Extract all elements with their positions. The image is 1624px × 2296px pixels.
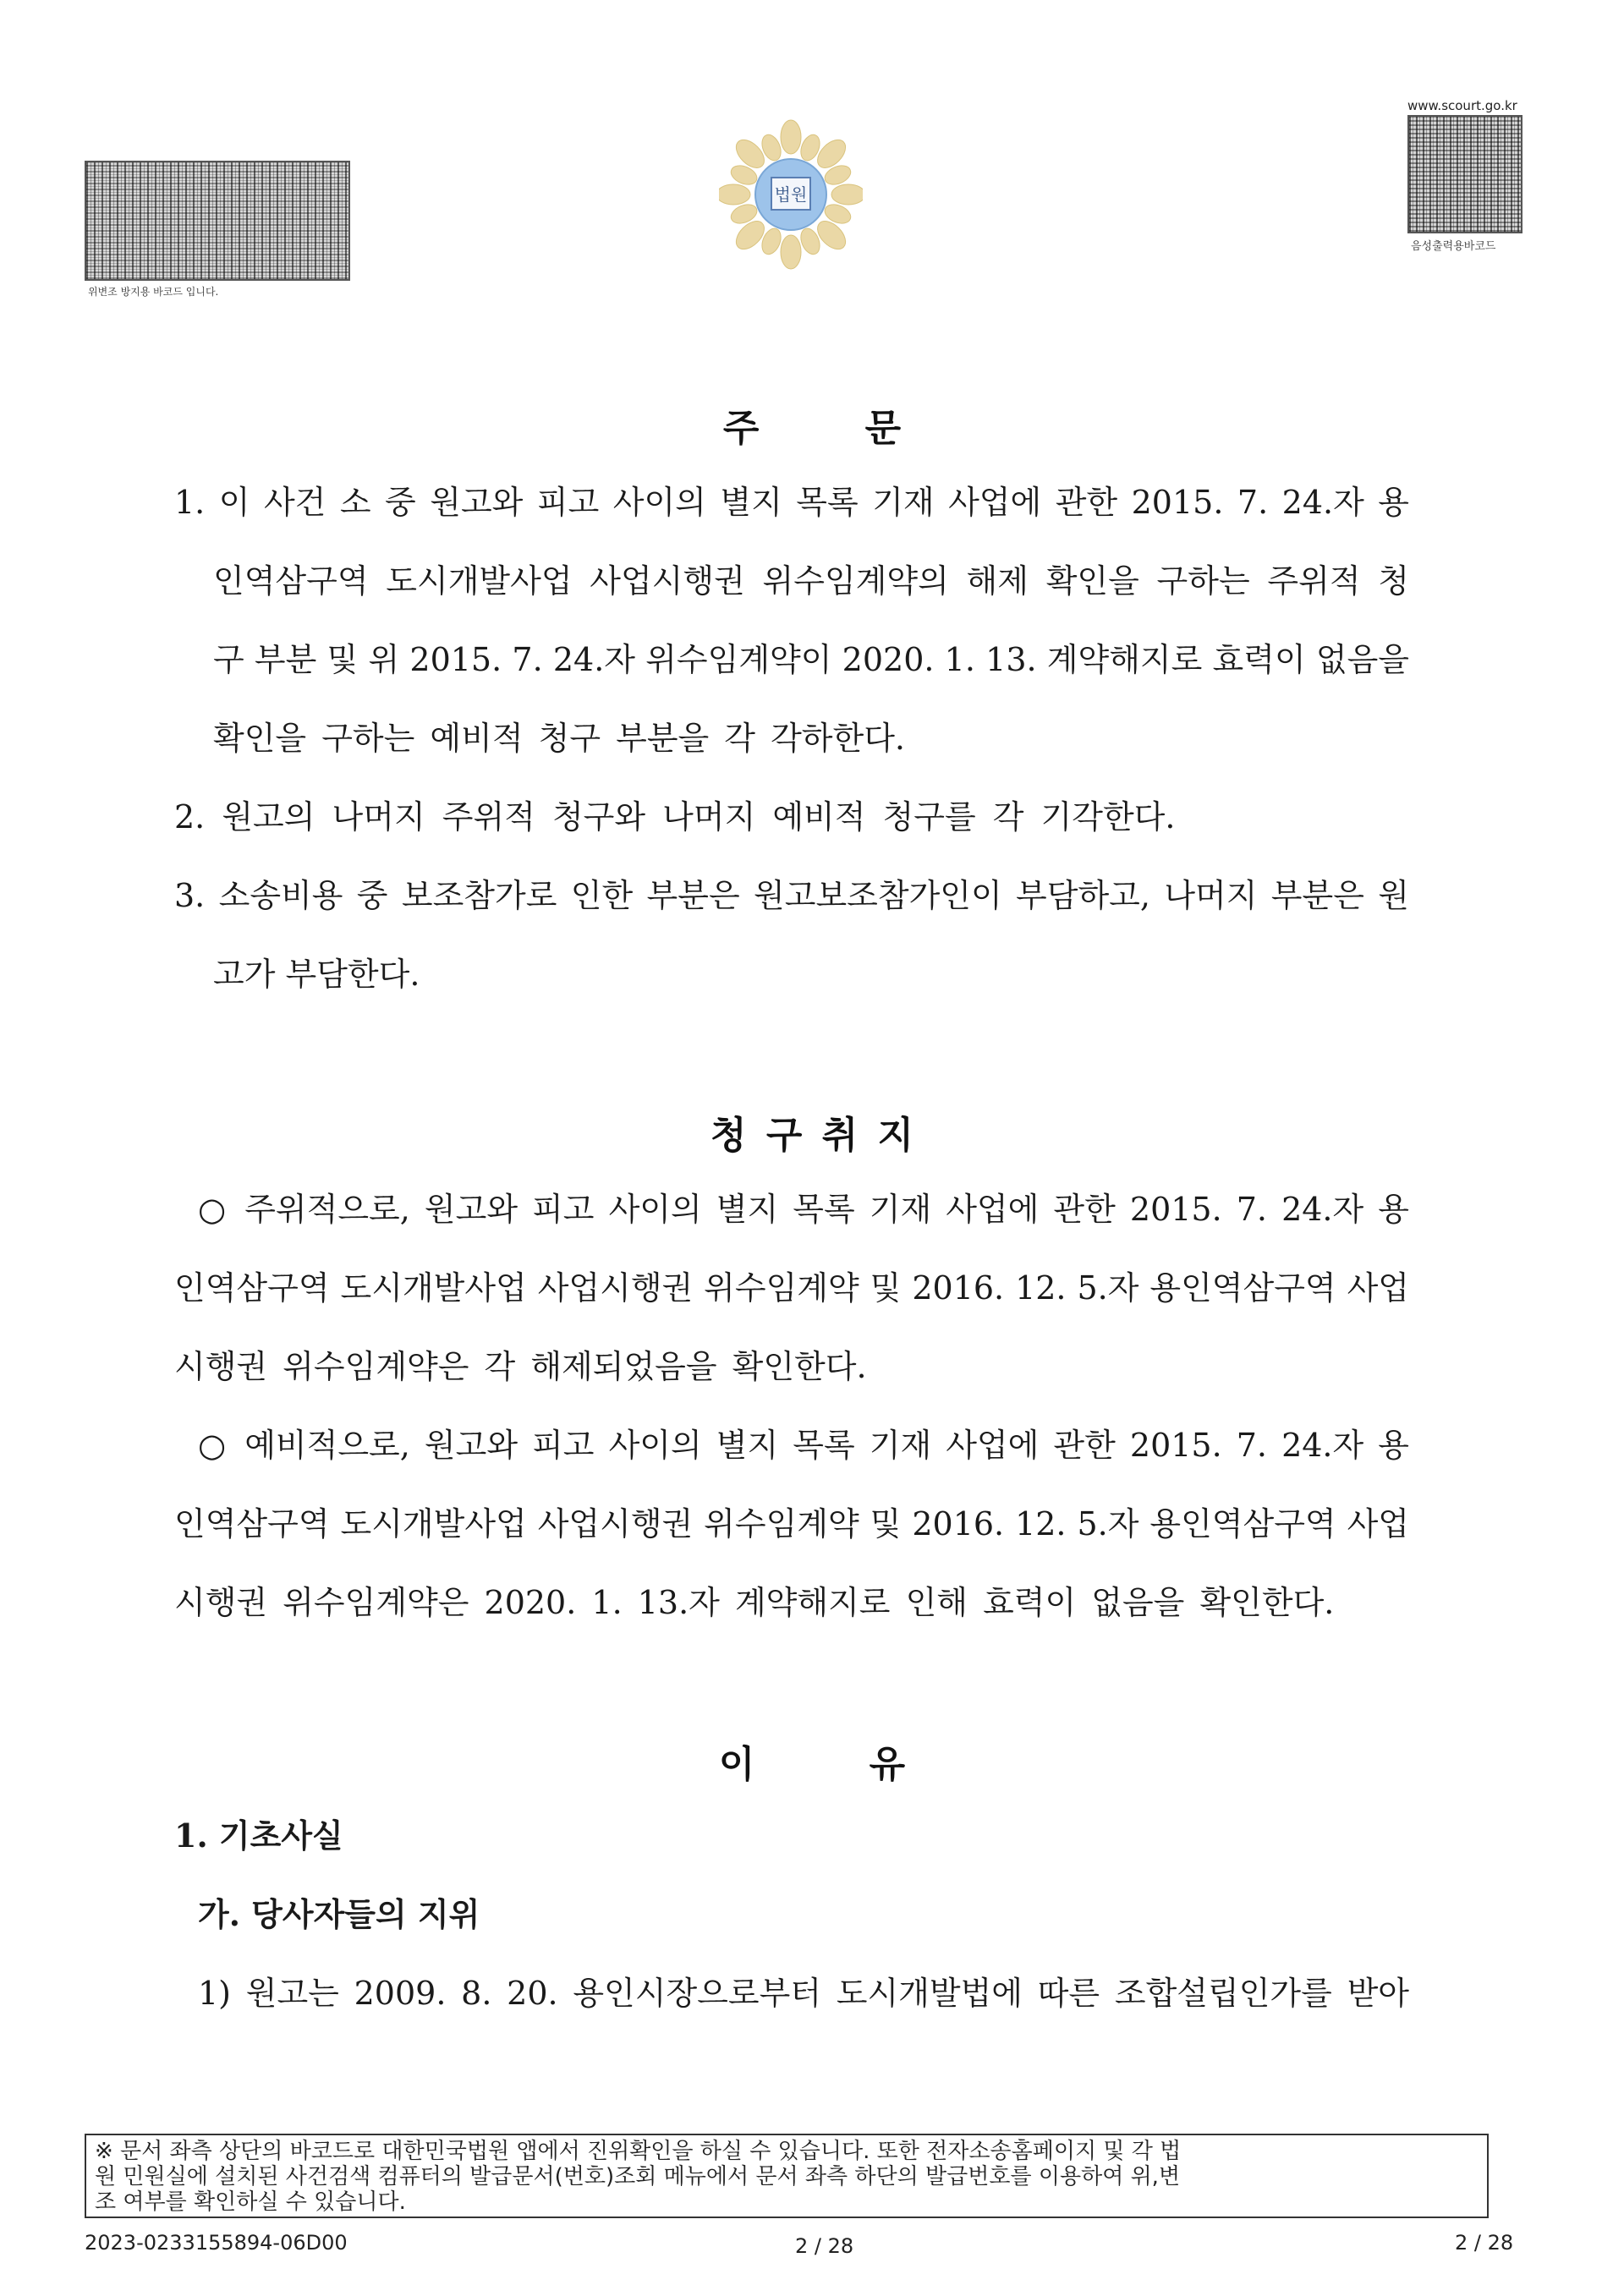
claims-line-3: 시행권 위수임계약은 각 해제되었음을 확인한다. [174,1348,867,1385]
order-item-3-line-2: 고가 부담한다. [213,956,420,993]
order-item-1-line-4: 확인을 구하는 예비적 청구 부분을 각 각하한다. [213,720,906,757]
claims-line-5: 인역삼구역 도시개발사업 사업시행권 위수임계약 및 2016. 12. 5.자 용인역삼구역 사업 [174,1505,1409,1543]
verification-notice-line-3: 조 여부를 확인하실 수 있습니다. [95,2189,406,2215]
anti-forgery-barcode-caption: 위변조 방지용 바코드 입니다. [88,286,219,298]
reasons-title [0,1734,1624,1788]
order-title-text: 주 문 [722,407,902,450]
verification-notice-line-2: 원 민원실에 설치된 사건검색 컴퓨터의 발급문서(번호)조회 메뉴에서 문서 좌측 하단의 발급번호를 이용하여 위,변 [95,2164,1181,2189]
voice-output-barcode-caption: 음성출력용바코드 [1411,240,1496,253]
page-number-right: 2 / 28 [1455,2231,1514,2255]
reasons-title-text: 이 유 [718,1743,906,1786]
claims-title-text: 청 구 취 지 [710,1114,914,1157]
order-title [0,397,1624,452]
claims-line-2: 인역삼구역 도시개발사업 사업시행권 위수임계약 및 2016. 12. 5.자 용인역삼구역 사업 [174,1269,1409,1307]
page-number-center: 2 / 28 [795,2234,854,2258]
reasons-line-1: 1) 원고는 2009. 8. 20. 용인시장으로부터 도시개발법에 따른 조합설립인가를 받아 [198,1975,1409,2012]
order-item-2-line-1: 2. 원고의 나머지 주위적 청구와 나머지 예비적 청구를 각 기각한다. [174,798,1176,836]
verification-notice-line-1: ※ 문서 좌측 상단의 바코드로 대한민국법원 앱에서 진위확인을 하실 수 있습니다. 또한 전자소송홈페이지 및 각 법 [95,2139,1182,2164]
emblem-text: 법원 [774,184,808,205]
claims-title [0,1104,1624,1159]
claims-line-6: 시행권 위수임계약은 2020. 1. 13.자 계약해지로 인해 효력이 없음을 확인한다. [174,1584,1335,1621]
reasons-heading-parties-status: 가. 당사자들의 지위 [198,1895,480,1933]
anti-forgery-barcode [85,161,350,281]
order-item-1-line-2: 인역삼구역 도시개발사업 사업시행권 위수임계약의 해제 확인을 구하는 주위적 청 [213,562,1409,600]
court-emblem-icon [719,118,863,271]
voice-output-barcode [1407,115,1522,233]
order-item-1-line-3: 구 부분 및 위 2015. 7. 24.자 위수임계약이 2020. 1. 13. 계약해지로 효력이 없음을 [213,641,1409,678]
claims-line-4: ○ 예비적으로, 원고와 피고 사이의 별지 목록 기재 사업에 관한 2015. 7. 24.자 용 [198,1427,1409,1464]
order-item-1-line-1: 1. 이 사건 소 중 원고와 피고 사이의 별지 목록 기재 사업에 관한 2015. 7. 24.자 용 [174,484,1409,521]
issue-number: 2023-0233155894-06D00 [85,2231,348,2255]
claims-line-1: ○ 주위적으로, 원고와 피고 사이의 별지 목록 기재 사업에 관한 2015. 7. 24.자 용 [198,1191,1409,1228]
scourt-url: www.scourt.go.kr [1407,98,1517,113]
reasons-heading-basic-facts: 1. 기초사실 [174,1817,343,1855]
order-item-3-line-1: 3. 소송비용 중 보조참가로 인한 부분은 원고보조참가인이 부담하고, 나머지 부분은 원 [174,877,1409,914]
verification-notice [85,2134,1489,2218]
